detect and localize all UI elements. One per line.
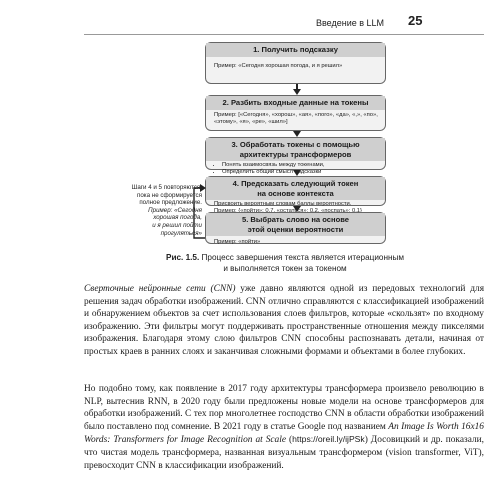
step3-bullet-2: • Определить общий смысл подсказки bbox=[222, 169, 379, 176]
paragraph-1 bbox=[84, 283, 484, 359]
step1-box bbox=[205, 42, 386, 84]
step2-body: Пример: [«Сегодня», «хорош», «ая», «пого», «да», «,», «по», «этому», «я», «ре», «шил»] bbox=[214, 111, 378, 125]
paragraph-2-text-a: Но подобно тому, как появление в 2017 году архитектуры трансформера произвело революцию в NLP, вытеснив RNN, в 2020 году были предложены новые модели на основе трансформеров для обработки изображений. С тех пор многолетнее господство CNN в области обработки изображений было поставлено под сомнение. В 2021 году в статье Google под названием bbox=[84, 384, 484, 432]
side-note bbox=[110, 184, 202, 237]
step3-title-line1: 3. Обработать токены с помощью bbox=[231, 140, 360, 149]
figure-caption bbox=[130, 252, 440, 274]
step3-title-line2: архитектуры трансформеров bbox=[239, 149, 352, 159]
caption-label: Рис. 1.5. bbox=[165, 253, 200, 262]
step2-title: 2. Разбить входные данные на токены bbox=[206, 96, 385, 110]
step3-box bbox=[205, 137, 386, 176]
step4-title bbox=[206, 177, 385, 200]
paragraph-1-text: уже давно являются одной из передовых технологий для решения задач обработки изображений. CNN отлично справляются с классификацией изображений и обнаружением объектов за счет использования слоев фильтров, которые «скользят» по входному изображению. Эти фильтры могут поддерживать пространственные отношения между пикселями изображения. Благодаря этому слою фильтров CNN способны распознавать детали, начиная от простых краев в ранних слоях и заканчивая сложными формами и объектами в более глубоких. bbox=[84, 284, 485, 357]
side-note-line1: Шаги 4 и 5 повторяются, bbox=[131, 184, 202, 191]
paragraph-2 bbox=[84, 383, 484, 472]
page-number: 25 bbox=[408, 13, 423, 28]
step4-title-line2: на основе контекста bbox=[257, 188, 334, 198]
caption-line2: и выполняется токен за токеном bbox=[223, 264, 347, 273]
step2-box bbox=[205, 95, 386, 131]
step4-body-line1: Присвоить вероятным словам баллы вероятности. bbox=[214, 201, 352, 207]
step1-body: Пример: «Сегодня хорошая погода, и я решил» bbox=[214, 62, 343, 69]
paragraph-2-paper-title: An Image Is Worth 16x16 Words: Transformers for Image Recognition at Scale bbox=[84, 421, 484, 446]
step5-title-line1: 5. Выбрать слово на основе bbox=[241, 215, 350, 224]
paragraph-1-term: Сверточные нейронные сети (CNN) bbox=[84, 284, 236, 294]
step3-title bbox=[206, 138, 385, 161]
side-note-example-4: прогуляться» bbox=[160, 229, 202, 237]
step5-body: Пример: «пойти» bbox=[214, 239, 261, 245]
step3-bullet-1: • Понять взаимосвязь между токенами, bbox=[222, 162, 379, 169]
step1-title: 1. Получить подсказку bbox=[206, 43, 385, 57]
step5-box bbox=[205, 212, 386, 244]
header-rule bbox=[84, 34, 484, 35]
step5-title-line2: этой оценки вероятности bbox=[247, 224, 344, 234]
step5-title bbox=[206, 213, 385, 236]
side-note-line2: пока не сформируется bbox=[137, 191, 202, 199]
side-note-line3: полное предложение. bbox=[139, 199, 202, 207]
side-note-example-1: Пример: «Сегодня bbox=[148, 206, 202, 214]
side-note-example-3: и я решил пойти bbox=[152, 221, 202, 229]
paragraph-2-link[interactable]: https://oreil.ly/ijPSk bbox=[292, 434, 365, 445]
paragraph-2-text-c: ) Досовицкий и др. показали, что чистая модель трансформера, названная визуальным трансформером (vision transformer, ViT), превосходит CNN в классификации изображений. bbox=[84, 435, 484, 471]
running-header: Введение в LLM bbox=[316, 18, 385, 28]
paragraph-2-text-b: ( bbox=[286, 435, 293, 446]
step4-title-line1: 4. Предсказать следующий токен bbox=[232, 179, 359, 188]
step4-box bbox=[205, 176, 386, 206]
caption-line1: Процесс завершения текста является итерационным bbox=[201, 253, 405, 262]
side-note-example-2: хорошая погода, bbox=[153, 214, 202, 222]
